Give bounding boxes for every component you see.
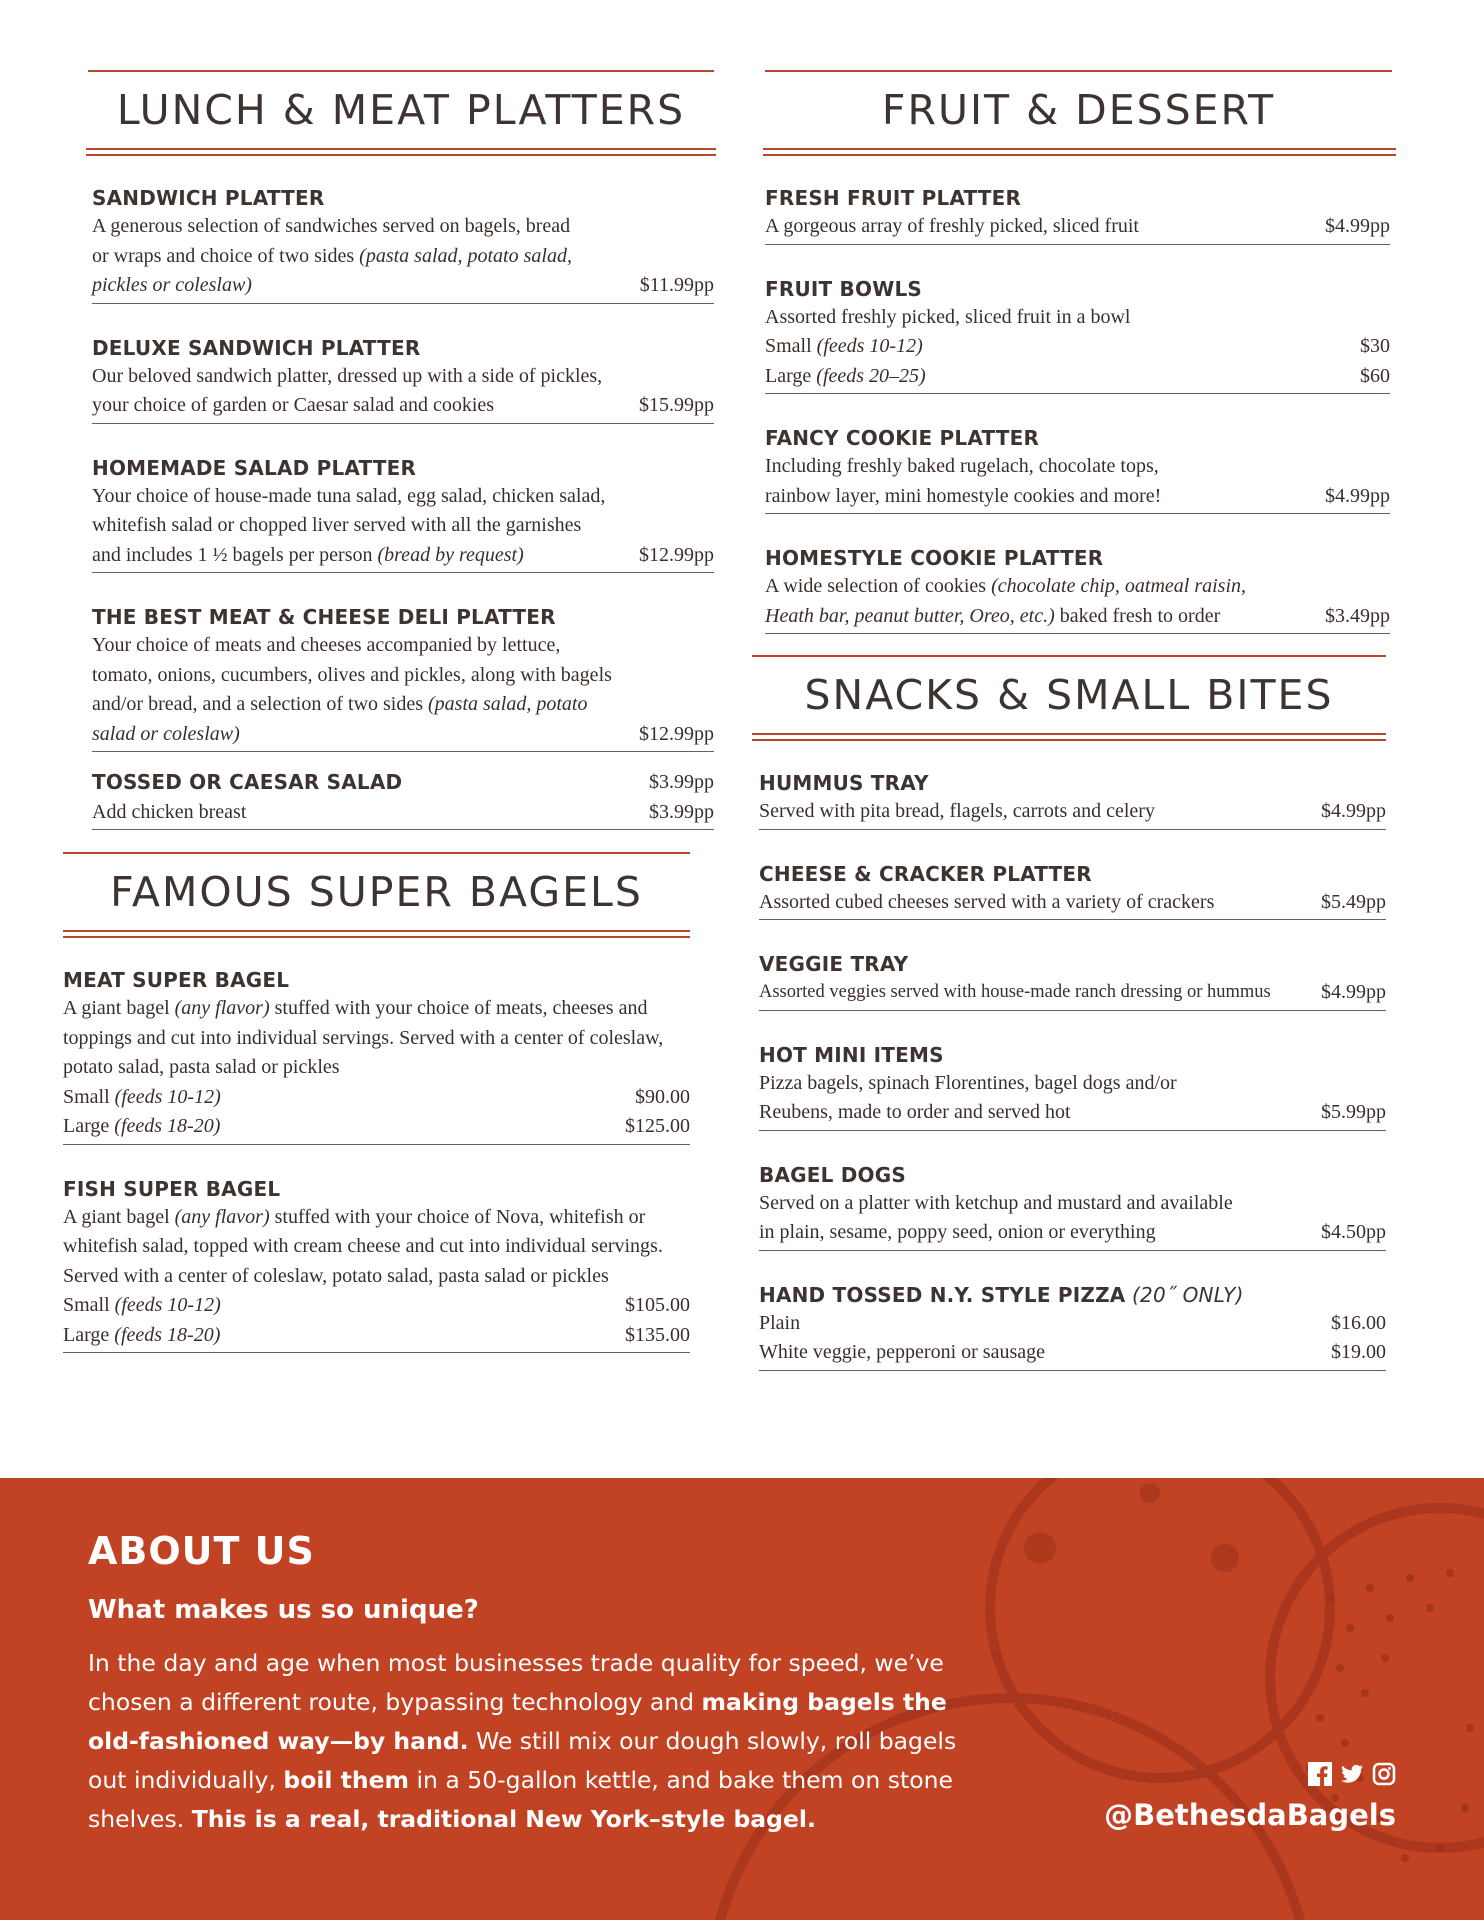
social-handle[interactable]: @BethesdaBagels (1104, 1798, 1396, 1832)
desc-text: Your choice of house-made tuna salad, egg salad, chicken salad, (92, 484, 606, 507)
desc-text: Large (63, 1115, 115, 1137)
item-title-row (63, 1175, 690, 1203)
item-description (765, 303, 1130, 333)
item-title-row (92, 184, 714, 212)
item-name: THE BEST MEAT & CHEESE DELI PLATTER (92, 605, 556, 629)
item-price: $3.99pp (649, 800, 714, 823)
item-line (92, 631, 714, 661)
item-line (92, 511, 714, 541)
item-title (92, 768, 402, 798)
desc-text: Plain (759, 1311, 801, 1334)
desc-text: White veggie, pepperoni or sausage (759, 1341, 1046, 1363)
desc-text: Your choice of meats and cheeses accompanied by lettuce, (92, 634, 561, 656)
item-title-row (765, 275, 1390, 303)
desc-text: toppings and cut into individual servings. Served with a center of coleslaw, (63, 1026, 664, 1049)
item-line (92, 798, 714, 828)
desc-italic: (chocolate chip, oatmeal raisin, (991, 575, 1247, 597)
item-description (92, 631, 560, 661)
item-price: $3.99pp (649, 771, 714, 793)
item-price: $19.00 (1331, 1341, 1386, 1363)
item-price: $60 (1360, 364, 1390, 387)
menu-item (92, 454, 714, 574)
snacks-section (752, 655, 1386, 1371)
about-subtitle: What makes us so unique? (88, 1595, 479, 1625)
item-description (759, 1098, 1071, 1128)
desc-italic: (feeds 18-20) (114, 1115, 221, 1137)
item-description (765, 572, 1246, 602)
item-line (63, 1262, 690, 1292)
item-price: $3.49pp (1325, 604, 1390, 627)
desc-italic: salad or coleslaw) (92, 722, 240, 745)
desc-text: potato salad, pasta salad or pickles (63, 1056, 340, 1078)
item-description (63, 1262, 609, 1292)
desc-text: A giant bagel (63, 997, 175, 1019)
desc-text: Pizza bagels, spinach Florentines, bagel dogs and/or (759, 1071, 1177, 1094)
item-title-row (759, 1281, 1386, 1309)
item-title (765, 544, 1103, 572)
about-text-run: We still mix our dough slowly, roll bagels out individually, (88, 1727, 957, 1794)
item-line (63, 1112, 690, 1142)
item-title-row (765, 424, 1390, 452)
bagels-header (63, 852, 690, 938)
item-name: HOMESTYLE COOKIE PLATTER (765, 546, 1104, 570)
item-name: HAND TOSSED N.Y. STYLE PIZZA (759, 1282, 1126, 1307)
item-line (63, 1291, 690, 1321)
menu-item (92, 334, 714, 424)
about-text-run: In the day and age when most businesses trade quality for speed, we’ve chosen a different route, bypassing technology and (88, 1649, 944, 1716)
item-description (63, 1024, 663, 1054)
desc-text: Assorted cubed cheeses served with a variety of crackers (759, 890, 1215, 913)
item-line (759, 1098, 1386, 1128)
item-title-row (92, 603, 714, 631)
menu-item (92, 603, 714, 752)
item-title (759, 769, 929, 797)
menu-item (759, 950, 1386, 1011)
bagels-section (63, 852, 690, 1353)
item-line (92, 271, 714, 301)
desc-italic: (feeds 10-12) (816, 335, 923, 357)
menu-item (765, 184, 1390, 245)
section-title: LUNCH & MEAT PLATTERS (116, 86, 686, 134)
item-line (92, 661, 714, 691)
item-price: $4.50pp (1321, 1221, 1386, 1243)
menu-item (765, 424, 1390, 514)
item-price: $90.00 (635, 1085, 690, 1108)
desc-text: in plain, sesame, poppy seed, onion or everything (759, 1221, 1156, 1243)
desc-text: Reubens, made to order and served hot (759, 1101, 1071, 1123)
item-description (63, 1112, 220, 1142)
lunch-section (86, 70, 716, 830)
item-line (759, 1338, 1386, 1368)
desc-text: or wraps and choice of two sides (92, 244, 360, 267)
desc-text: A gorgeous array of freshly picked, sliced fruit (765, 215, 1139, 237)
item-description (63, 1083, 221, 1113)
item-description (63, 1321, 220, 1351)
item-title (765, 184, 1021, 212)
menu-item (765, 544, 1390, 634)
item-line (92, 362, 714, 392)
item-title (92, 334, 420, 362)
item-name: SANDWICH PLATTER (92, 186, 325, 210)
item-line (63, 1321, 690, 1351)
snacks-header (752, 655, 1386, 741)
item-title (765, 424, 1039, 452)
item-description (765, 212, 1139, 242)
desc-text: tomato, onions, cucumbers, olives and pickles, along with bagels (92, 663, 612, 686)
item-line (765, 602, 1390, 632)
item-price: $4.99pp (1321, 800, 1386, 822)
item-size-note: (20˝ ONLY) (1125, 1282, 1244, 1307)
item-line (92, 212, 714, 242)
item-line (765, 332, 1390, 362)
about-emphasis: This is a real, traditional New York–style bagel. (191, 1805, 816, 1833)
item-title-row (759, 769, 1386, 797)
desc-italic: (bread by request) (377, 543, 524, 566)
desc-text: Assorted veggies served with house-made ranch dressing or hummus (759, 982, 1271, 1002)
item-name: FRESH FRUIT PLATTER (765, 186, 1022, 210)
desc-text: Large (765, 364, 817, 387)
bagels-items (63, 966, 690, 1353)
item-price: $4.99pp (1321, 981, 1386, 1003)
desc-text: stuffed with your choice of Nova, whitefish or (269, 1205, 646, 1228)
item-description (92, 391, 494, 421)
item-line (765, 303, 1390, 333)
item-description (63, 1053, 340, 1083)
item-line (765, 452, 1390, 482)
menu-item (759, 1281, 1386, 1371)
item-line (92, 391, 714, 421)
item-description (759, 1218, 1156, 1248)
item-line (63, 1024, 690, 1054)
item-line (92, 690, 714, 720)
item-price: $11.99pp (639, 274, 714, 296)
item-line (759, 797, 1386, 827)
item-line (92, 720, 714, 750)
desc-italic: pickles or coleslaw) (92, 274, 252, 296)
section-title: FAMOUS SUPER BAGELS (110, 868, 643, 916)
desc-italic: (pasta salad, potato salad, (359, 244, 572, 267)
desc-text: Small (63, 1294, 115, 1316)
lunch-items (86, 184, 716, 830)
desc-text: Served on a platter with ketchup and mustard and available (759, 1191, 1233, 1214)
item-title (92, 184, 324, 212)
item-title-row (759, 950, 1386, 978)
desc-text: Assorted freshly picked, sliced fruit in a bowl (765, 305, 1131, 328)
item-line (765, 572, 1390, 602)
desc-text: Large (63, 1323, 115, 1346)
item-title-row (92, 454, 714, 482)
item-title-row (765, 184, 1390, 212)
item-title (759, 1281, 1244, 1309)
item-description (92, 798, 246, 828)
desc-text: Add chicken breast (92, 800, 247, 823)
item-title-row (63, 966, 690, 994)
about-emphasis: boil them (283, 1766, 410, 1794)
item-line (759, 1189, 1386, 1219)
about-section (0, 1478, 1484, 1920)
item-description (765, 332, 923, 362)
about-text (88, 1528, 988, 1839)
item-name: FRUIT BOWLS (765, 276, 923, 301)
item-line (63, 994, 690, 1024)
item-title (63, 966, 289, 994)
item-price: $12.99pp (639, 543, 714, 566)
desc-text: rainbow layer, mini homestyle cookies and more! (765, 484, 1162, 507)
item-description (92, 271, 252, 301)
item-name: TOSSED OR CAESAR SALAD (92, 770, 403, 794)
item-line (759, 978, 1386, 1008)
desc-italic: (feeds 10-12) (114, 1085, 221, 1108)
desc-text: Small (765, 335, 817, 357)
item-price: $30 (1360, 335, 1390, 357)
item-line (92, 482, 714, 512)
item-description (765, 362, 926, 392)
item-name: VEGGIE TRAY (759, 952, 909, 976)
item-description (92, 720, 240, 750)
item-description (63, 1203, 645, 1233)
item-description (92, 362, 602, 392)
desc-text: Including freshly baked rugelach, chocolate tops, (765, 455, 1159, 477)
item-price: $5.49pp (1321, 890, 1386, 913)
desc-text: A generous selection of sandwiches served on bagels, bread (92, 215, 571, 237)
desc-text: Served with pita bread, flagels, carrots and celery (759, 800, 1155, 822)
item-description (92, 511, 581, 541)
item-price: $5.99pp (1321, 1101, 1386, 1123)
item-line (759, 1218, 1386, 1248)
desc-italic: (feeds 10-12) (114, 1294, 221, 1316)
item-description (765, 452, 1159, 482)
item-name: HOT MINI ITEMS (759, 1042, 944, 1067)
instagram-icon[interactable] (1372, 1762, 1396, 1786)
item-title (765, 275, 922, 303)
section-title: SNACKS & SMALL BITES (804, 671, 1334, 719)
item-description (92, 482, 605, 512)
desc-italic: (any flavor) (174, 1205, 270, 1228)
desc-italic: (feeds 20–25) (816, 364, 926, 387)
item-description (92, 541, 524, 571)
item-name: FISH SUPER BAGEL (63, 1176, 281, 1201)
item-title (759, 860, 1092, 888)
lunch-header (88, 70, 714, 156)
fruit-header (765, 70, 1392, 156)
item-description (63, 994, 647, 1024)
snacks-items (752, 769, 1386, 1371)
item-price: $135.00 (625, 1323, 690, 1346)
about-emphasis: making bagels the old-fashioned way—by hand. (88, 1688, 947, 1755)
item-title (63, 1175, 280, 1203)
item-line (63, 1232, 690, 1262)
item-description (759, 797, 1155, 827)
fruit-section (763, 70, 1396, 634)
desc-text: your choice of garden or Caesar salad and cookies (92, 394, 495, 416)
item-title-row (765, 544, 1390, 572)
item-price: $4.99pp (1325, 484, 1390, 507)
item-title (759, 1041, 944, 1069)
desc-text: baked fresh to order (1054, 604, 1221, 627)
menu-item (92, 768, 714, 830)
about-title: ABOUT US (88, 1529, 315, 1573)
item-price: $4.99pp (1325, 215, 1390, 237)
item-line (63, 1053, 690, 1083)
item-description (92, 242, 572, 272)
item-line (63, 1083, 690, 1113)
item-line (765, 362, 1390, 392)
facebook-icon[interactable] (1308, 1762, 1332, 1786)
item-price: $12.99pp (639, 722, 714, 745)
desc-text: Served with a center of coleslaw, potato salad, pasta salad or pickles (63, 1264, 609, 1287)
desc-text: A wide selection of cookies (765, 575, 992, 597)
desc-italic: (feeds 18-20) (114, 1323, 221, 1346)
menu-item (92, 184, 714, 304)
item-name: HUMMUS TRAY (759, 771, 929, 795)
item-name: DELUXE SANDWICH PLATTER (92, 335, 421, 360)
item-name: BAGEL DOGS (759, 1162, 906, 1187)
item-title-row (759, 1041, 1386, 1069)
item-description (92, 690, 587, 720)
social-icons (1104, 1762, 1396, 1786)
item-line (759, 1309, 1386, 1339)
menu-item (759, 1041, 1386, 1131)
item-description (759, 1338, 1045, 1368)
item-description (759, 978, 1271, 1008)
desc-text: A giant bagel (63, 1205, 175, 1228)
item-title (92, 603, 556, 631)
item-title-row (759, 860, 1386, 888)
item-name: HOMEMADE SALAD PLATTER (92, 455, 417, 480)
menu-item (765, 275, 1390, 395)
item-price: $15.99pp (639, 394, 714, 416)
item-description (92, 661, 612, 691)
desc-text: whitefish salad or chopped liver served with all the garnishes (92, 514, 582, 536)
item-description (759, 1309, 800, 1339)
desc-text: stuffed with your choice of meats, cheeses and (269, 997, 648, 1019)
item-name: MEAT SUPER BAGEL (63, 968, 290, 992)
menu-item (759, 769, 1386, 830)
item-line (765, 212, 1390, 242)
social-block (1104, 1762, 1396, 1832)
item-description (92, 212, 570, 242)
menu-item (63, 1175, 690, 1354)
item-description (765, 482, 1161, 512)
desc-text: whitefish salad, topped with cream cheese and cut into individual servings. (63, 1235, 663, 1257)
about-text-run: in a 50-gallon kettle, and bake them on stone shelves. (88, 1766, 953, 1833)
item-price: $105.00 (625, 1294, 690, 1316)
item-line (759, 1069, 1386, 1099)
menu-item (759, 1161, 1386, 1251)
item-line (92, 242, 714, 272)
item-line (765, 482, 1390, 512)
item-description (759, 1069, 1177, 1099)
item-line (92, 541, 714, 571)
item-line (759, 888, 1386, 918)
desc-italic: (pasta salad, potato (428, 693, 588, 715)
desc-text: and/or bread, and a selection of two sides (92, 693, 429, 715)
item-title (759, 950, 908, 978)
item-price: $125.00 (625, 1115, 690, 1137)
item-price: $16.00 (1331, 1311, 1386, 1334)
twitter-icon[interactable] (1340, 1762, 1364, 1786)
desc-text: Our beloved sandwich platter, dressed up with a side of pickles, (92, 364, 603, 387)
section-title: FRUIT & DESSERT (881, 86, 1276, 134)
fruit-items (763, 184, 1396, 634)
item-name: CHEESE & CRACKER PLATTER (759, 861, 1092, 886)
item-description (765, 602, 1220, 632)
item-title-row (92, 768, 714, 798)
item-title-row (759, 1161, 1386, 1189)
item-title-row (92, 334, 714, 362)
item-description (759, 888, 1214, 918)
desc-italic: Heath bar, peanut butter, Oreo, etc.) (765, 604, 1055, 627)
menu-item (63, 966, 690, 1145)
item-line (63, 1203, 690, 1233)
desc-italic: (any flavor) (174, 997, 270, 1019)
item-description (63, 1291, 221, 1321)
item-title (759, 1161, 906, 1189)
item-description (63, 1232, 663, 1262)
item-title (92, 454, 416, 482)
menu-item (759, 860, 1386, 921)
item-description (759, 1189, 1233, 1219)
item-name: FANCY COOKIE PLATTER (765, 426, 1040, 450)
desc-text: and includes 1 ½ bagels per person (92, 543, 378, 566)
desc-text: Small (63, 1085, 115, 1108)
about-body (88, 1644, 988, 1839)
